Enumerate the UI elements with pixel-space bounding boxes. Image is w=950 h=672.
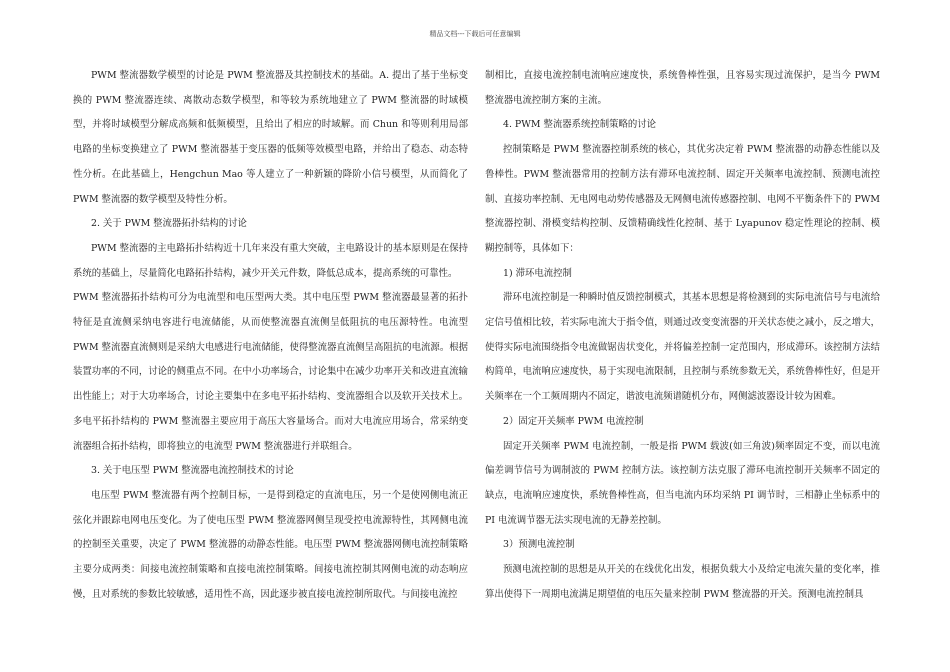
section-heading: 3）预测电流控制 bbox=[503, 539, 575, 551]
section-heading: 2）固定开关频率 PWM 电流控制 bbox=[503, 415, 644, 427]
body-paragraph: 制相比，直接电流控制电流响应速度快，系统鲁棒性强，且容易实现过流保护，是当今 PWM 整流器电流控制方案的主流。 bbox=[485, 70, 880, 106]
page-header: 精品文档---下载后可任意编辑 bbox=[429, 30, 521, 38]
section-heading: 3. 关于电压型 PWM 整流器电流控制技术的讨论 bbox=[91, 465, 294, 477]
right-column bbox=[485, 64, 880, 607]
body-paragraph: PWM 整流器的主电路拓扑结构近十几年来没有重大突破，主电路设计的基本原则是在保持系统的基础上，尽量简化电路拓扑结构，减少开关元件数，降低总成本，提高系统的可靠性。 bbox=[73, 242, 468, 279]
body-paragraph: PWM 整流器拓扑结构可分为电流型和电压型两大类。其中电压型 PWM 整流器最显著的拓扑特征是直流侧采纳电容进行电流储能，从而使整流器直流侧呈低阻抗的电压源特性。电流型 PWM 整流器直流侧则是采纳大电感进行电流储能，使得整流器直流侧呈高阻抗的电流源。根据装置功率的不同，讨论的侧重点不同。在中小功率场合，讨论集中在减少功率开关和改进直流输出性能上；对于大功率场合，讨论主要集中在多电平拓扑结构、变流器组合以及软开关技术上。多电平拓扑结构的 PWM 整流器主要应用于高压大容量场合。而对大电流应用场合，常采纳变流器组合拓扑结构，即将独立的电流型 PWM 整流器进行并联组合。 bbox=[73, 292, 468, 452]
body-paragraph: 滞环电流控制是一种瞬时值反馈控制模式，其基本思想是将检测到的实际电流信号与电流给定信号值相比较，若实际电流大于指令值，则通过改变变流器的开关状态使之减小，反之增大，使得实际电流围绕指令电流做锯齿状变化，并将偏差控制一定范围内，形成滞环。该控制方法结构简单，电流响应速度快，易于实现电流限制，且控制与系统参数无关，系统鲁棒性好，但是开关频率在一个工频周期内不固定，谐波电流频谱随机分布，网侧滤波器设计较为困难。 bbox=[485, 292, 880, 403]
section-heading: 2. 关于 PWM 整流器拓扑结构的讨论 bbox=[91, 218, 247, 230]
body-paragraph: PWM 整流器数学模型的讨论是 PWM 整流器及其控制技术的基础。A. 提出了基于坐标变换的 PWM 整流器连续、离散动态数学模型，和等较为系统地建立了 PWM 整流器的时域模型，并将时域模型分解成高频和低频模型，且给出了相应的时域解。而 Chun 和等则利用局部电路的坐标变换建立了 PWM 整流器基于变压器的低频等效模型电路，并给出了稳态、动态特性分析。在此基础上，Hengchun Mao 等人建立了一种新颖的降阶小信号模型，从而简化了 PWM 整流器的数学模型及特性分析。 bbox=[73, 70, 468, 205]
left-column bbox=[73, 64, 468, 607]
section-heading: 1) 滞环电流控制 bbox=[503, 267, 572, 279]
body-paragraph: 预测电流控制的思想是从开关的在线优化出发，根据负载大小及给定电流矢量的变化率，推算出使得下一周期电流满足期望值的电压矢量来控制 PWM 整流器的开关。预测电流控制具 bbox=[485, 564, 880, 600]
body-paragraph: 固定开关频率 PWM 电流控制，一般是指 PWM 载波(如三角波)频率固定不变，而以电流偏差调节信号为调制波的 PWM 控制方法。该控制方法克服了滞环电流控制开关频率不固定的缺点，电流响应速度快，系统鲁棒性高，但当电流内环均采纳 PI 调节时，三相静止坐标系中的 PI 电流调节器无法实现电流的无静差控制。 bbox=[485, 440, 880, 526]
section-heading: 4. PWM 整流器系统控制策略的讨论 bbox=[503, 119, 656, 131]
body-paragraph: 电压型 PWM 整流器有两个控制目标，一是得到稳定的直流电压，另一个是使网侧电流正弦化并跟踪电网电压变化。为了使电压型 PWM 整流器网侧呈现受控电流源特性，其网侧电流的控制至关重要，决定了 PWM 整流器的动静态性能。电压型 PWM 整流器网侧电流控制策略主要分成两类：间接电流控制策略和直接电流控制策略。间接电流控制其网侧电流的动态响应慢，且对系统的参数比较敏感，适用性不高，因此逐步被直接电流控制所取代。与间接电流控 bbox=[73, 489, 468, 600]
body-paragraph: 控制策略是 PWM 整流器控制系统的核心，其优劣决定着 PWM 整流器的动静态性能以及鲁棒性。PWM 整流器常用的控制方法有滞环电流控制、固定开关频率电流控制、预测电流控制、直接功率控制、无电网电动势传感器及无网侧电流传感器控制、电网不平衡条件下的 PWM 整流器控制、滑模变结构控制、反馈精确线性化控制、基于 Lyapunov 稳定性理论的控制、模糊控制等，具体如下： bbox=[485, 144, 880, 254]
